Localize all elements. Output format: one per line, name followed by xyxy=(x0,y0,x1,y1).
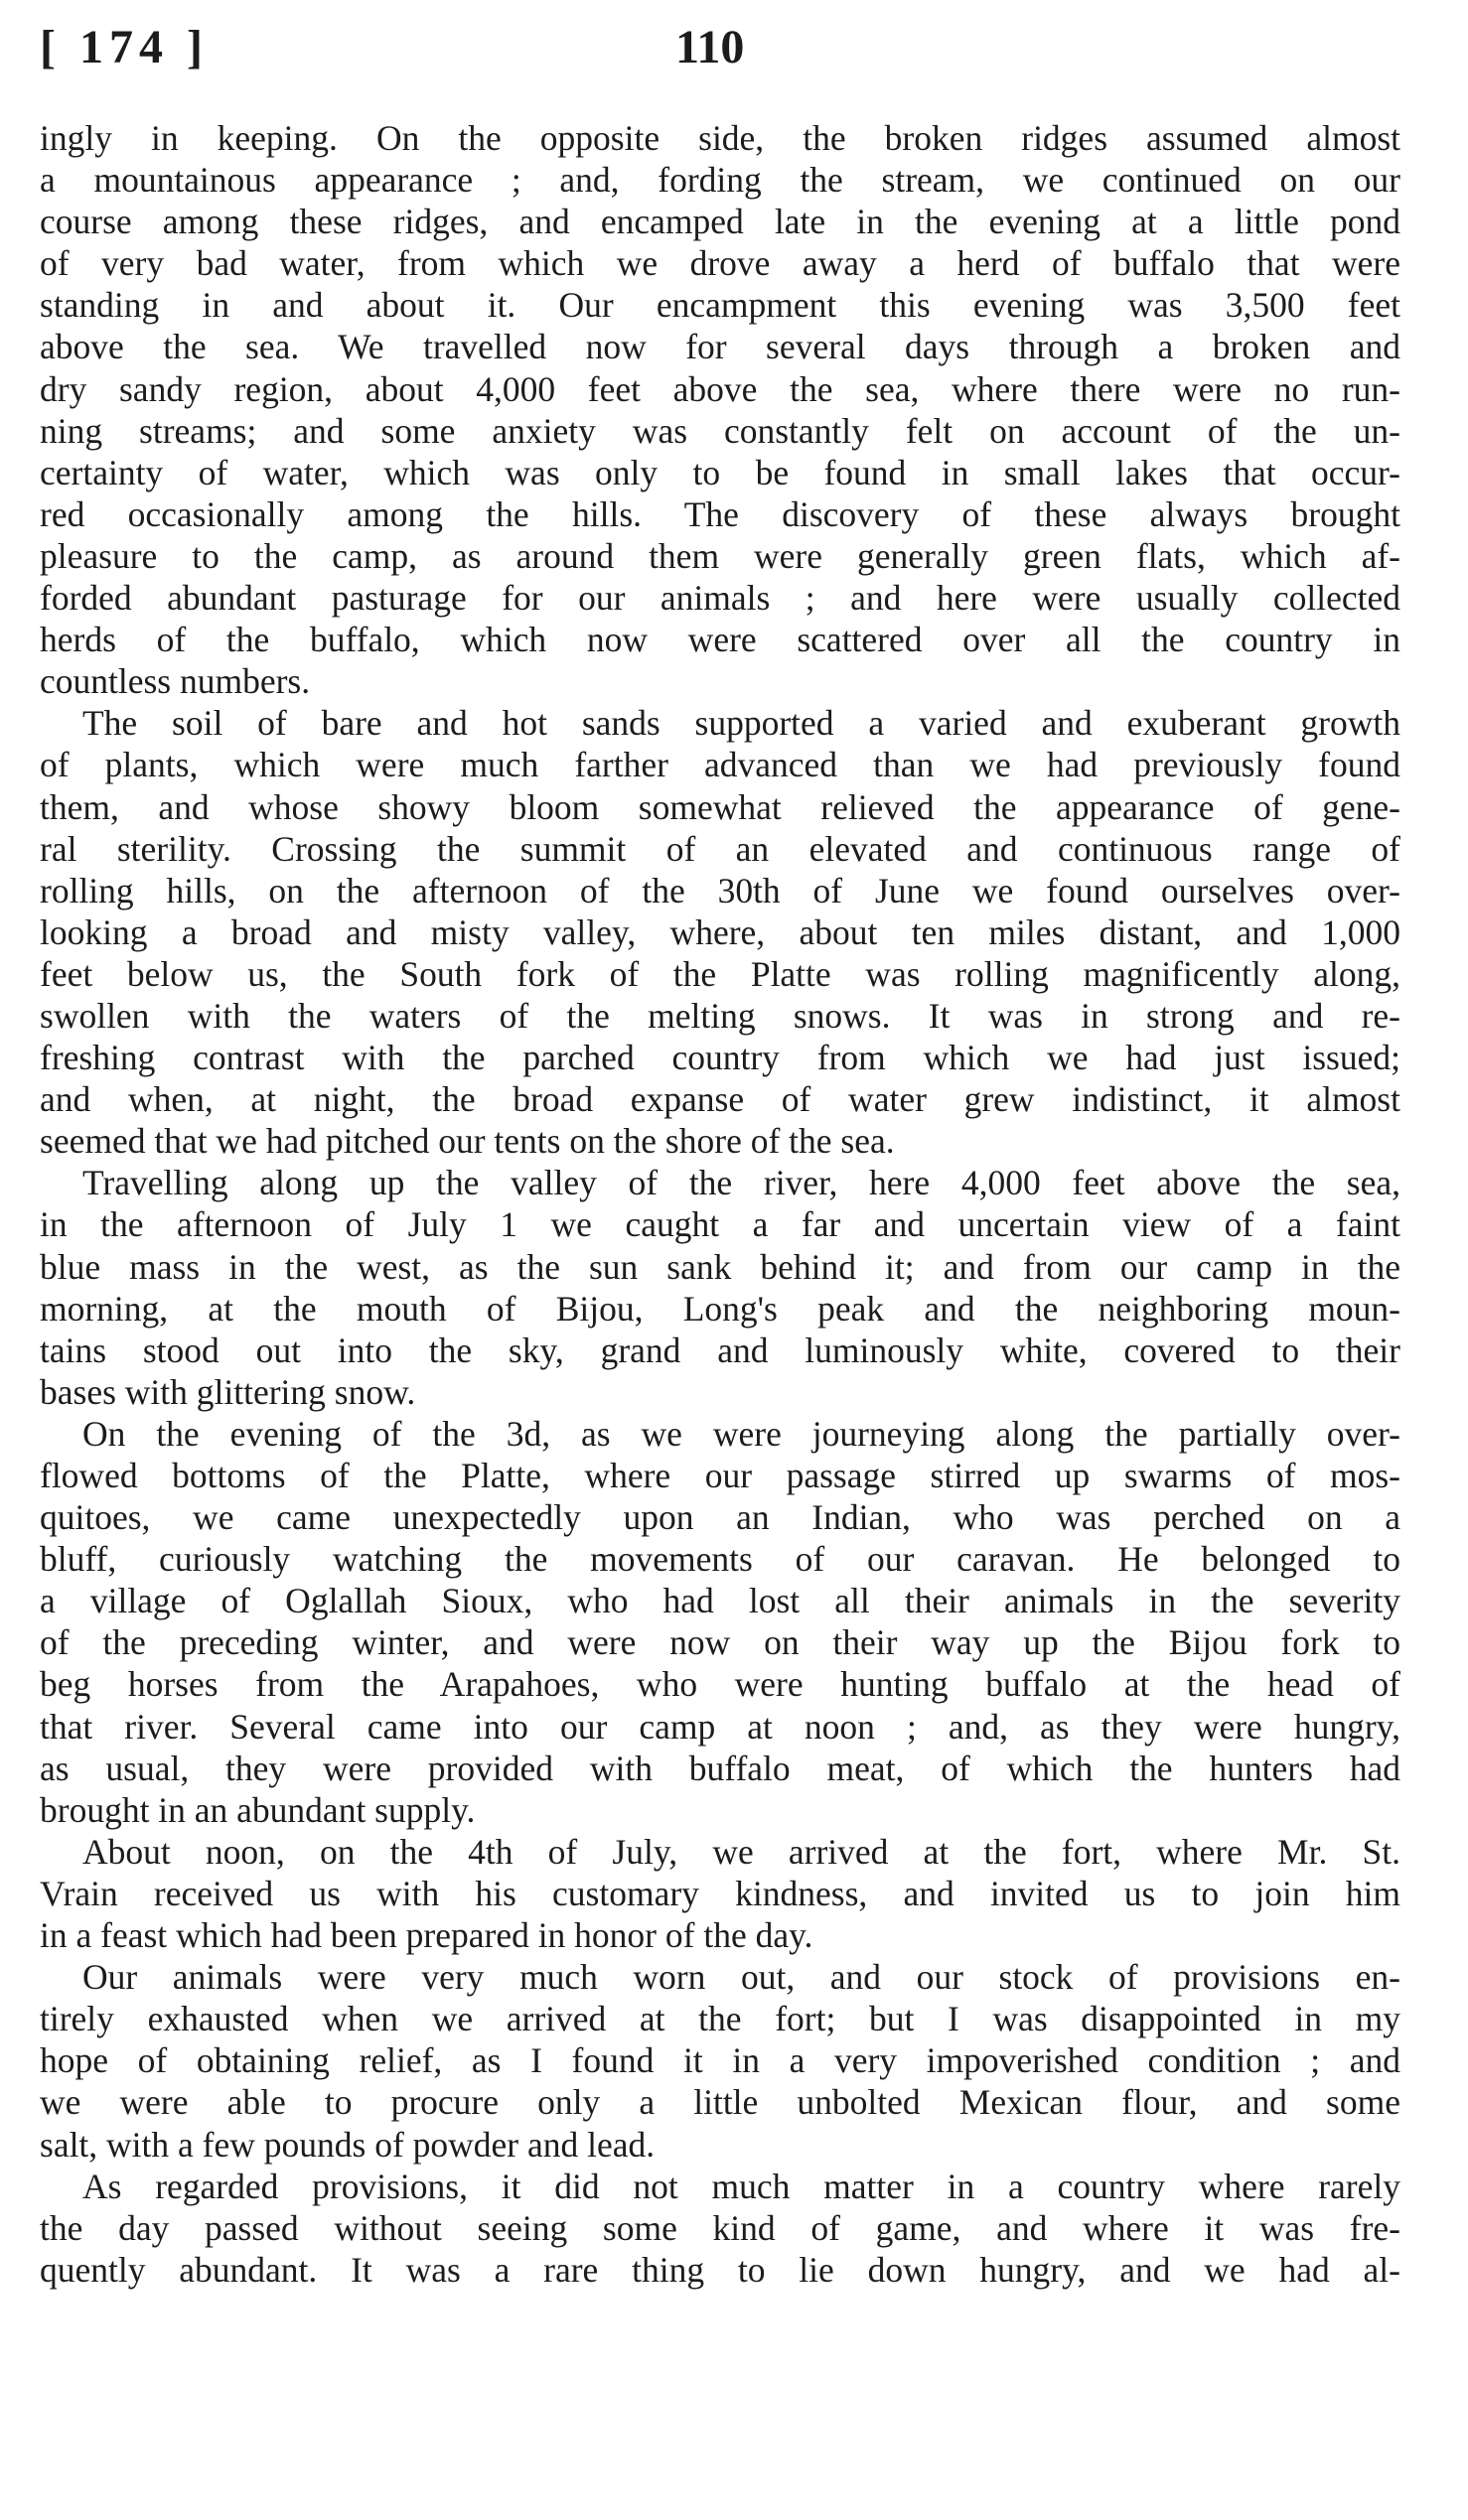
text-line: forded abundant pasturage for our animals ; and here were usually collected xyxy=(40,578,1400,619)
paragraph xyxy=(40,117,1400,702)
text-line: As regarded provisions, it did not much matter in a country where rarely xyxy=(82,2166,1400,2206)
text-line: flowed bottoms of the Platte, where our passage stirred up swarms of mos- xyxy=(40,1456,1400,1495)
text-line: ingly in keeping. On the opposite side, the broken ridges assumed almost xyxy=(40,118,1400,158)
page-number: 110 xyxy=(675,21,745,73)
text-line: ning streams; and some anxiety was constantly felt on account of the un- xyxy=(40,410,1400,451)
text-line: in the afternoon of July 1 we caught a far and uncertain view of a faint xyxy=(40,1204,1400,1245)
text-line: seemed that we had pitched our tents on the shore of the sea. xyxy=(40,1121,895,1162)
bracketed-page-number: [ 174 ] xyxy=(40,21,209,73)
text-line: that river. Several came into our camp at noon ; and, as they were hungry, xyxy=(40,1706,1400,1747)
text-line: of very bad water, from which we drove away a herd of buffalo that were xyxy=(40,243,1400,284)
text-line: ral sterility. Crossing the summit of an elevated and continuous range of xyxy=(40,828,1400,869)
text-line: certainty of water, which was only to be found in small lakes that occur- xyxy=(40,452,1400,492)
text-line: as usual, they were provided with buffalo meat, of which the hunters had xyxy=(40,1748,1400,1788)
text-line: we were able to procure only a little unbolted Mexican flour, and some xyxy=(40,2082,1400,2123)
text-line: salt, with a few pounds of powder and lead. xyxy=(40,2124,656,2165)
text-line: brought in an abundant supply. xyxy=(40,1789,476,1830)
text-line: looking a broad and misty valley, where, about ten miles distant, and 1,000 xyxy=(40,911,1400,952)
text-line: Our animals were very much worn out, and our stock of provisions en- xyxy=(82,1957,1400,1998)
paragraph xyxy=(40,1162,1400,1413)
text-line: quently abundant. It was a rare thing to lie down hungry, and we had al- xyxy=(40,2249,1400,2290)
paragraph xyxy=(40,1956,1400,2165)
text-line: the day passed without seeing some kind of game, and where it was fre- xyxy=(40,2207,1400,2248)
text-line: tirely exhausted when we arrived at the fort; but I was disappointed in my xyxy=(40,1999,1400,2039)
text-line: red occasionally among the hills. The discovery of these always brought xyxy=(40,493,1400,534)
text-line: of the preceding winter, and were now on their way up the Bijou fork to xyxy=(40,1622,1400,1663)
text-line: Travelling along up the valley of the river, here 4,000 feet above the sea, xyxy=(82,1163,1400,1203)
text-line: tains stood out into the sky, grand and luminously white, covered to their xyxy=(40,1330,1400,1370)
text-line: above the sea. We travelled now for several days through a broken and xyxy=(40,327,1400,367)
text-line: freshing contrast with the parched country from which we had just issued; xyxy=(40,1038,1400,1078)
body-text xyxy=(40,117,1400,2291)
text-line: rolling hills, on the afternoon of the 30th of June we found ourselves over- xyxy=(40,870,1400,910)
text-line: standing in and about it. Our encampment this evening was 3,500 feet xyxy=(40,285,1400,326)
text-line: The soil of bare and hot sands supported a varied and exuberant growth xyxy=(82,703,1400,744)
text-line: On the evening of the 3d, as we were journeying along the partially over- xyxy=(82,1413,1400,1454)
text-line: blue mass in the west, as the sun sank behind it; and from our camp in the xyxy=(40,1246,1400,1287)
page-header xyxy=(40,20,1430,99)
text-line: hope of obtaining relief, as I found it in a very impoverished condition ; and xyxy=(40,2040,1400,2081)
text-line: in a feast which had been prepared in honor of the day. xyxy=(40,1915,813,1956)
paragraph xyxy=(40,2166,1400,2291)
text-line: bases with glittering snow. xyxy=(40,1371,416,1412)
text-line: quitoes, we came unexpectedly upon an Indian, who was perched on a xyxy=(40,1497,1400,1538)
text-line: of plants, which were much farther advanced than we had previously found xyxy=(40,745,1400,785)
text-line: swollen with the waters of the melting snows. It was in strong and re- xyxy=(40,995,1400,1036)
text-line: feet below us, the South fork of the Platte was rolling magnificently along, xyxy=(40,953,1400,994)
text-line: bluff, curiously watching the movements of our caravan. He belonged to xyxy=(40,1539,1400,1580)
text-line: them, and whose showy bloom somewhat relieved the appearance of gene- xyxy=(40,786,1400,827)
text-line: morning, at the mouth of Bijou, Long's peak and the neighboring moun- xyxy=(40,1288,1400,1329)
text-line: Vrain received us with his customary kindness, and invited us to join him xyxy=(40,1873,1400,1913)
text-line: pleasure to the camp, as around them were generally green flats, which af- xyxy=(40,535,1400,576)
text-line: herds of the buffalo, which now were scattered over all the country in xyxy=(40,620,1400,660)
text-line: a mountainous appearance ; and, fording the stream, we continued on our xyxy=(40,160,1400,201)
paragraph xyxy=(40,1413,1400,1831)
paragraph xyxy=(40,1831,1400,1956)
text-line: About noon, on the 4th of July, we arrived at the fort, where Mr. St. xyxy=(82,1831,1400,1872)
text-line: and when, at night, the broad expanse of water grew indistinct, it almost xyxy=(40,1079,1400,1120)
text-line: dry sandy region, about 4,000 feet above the sea, where there were no run- xyxy=(40,368,1400,409)
paragraph xyxy=(40,702,1400,1162)
text-line: countless numbers. xyxy=(40,661,311,702)
text-line: beg horses from the Arapahoes, who were hunting buffalo at the head of xyxy=(40,1664,1400,1705)
text-line: course among these ridges, and encamped late in the evening at a little pond xyxy=(40,202,1400,242)
text-line: a village of Oglallah Sioux, who had lost all their animals in the severity xyxy=(40,1581,1400,1621)
